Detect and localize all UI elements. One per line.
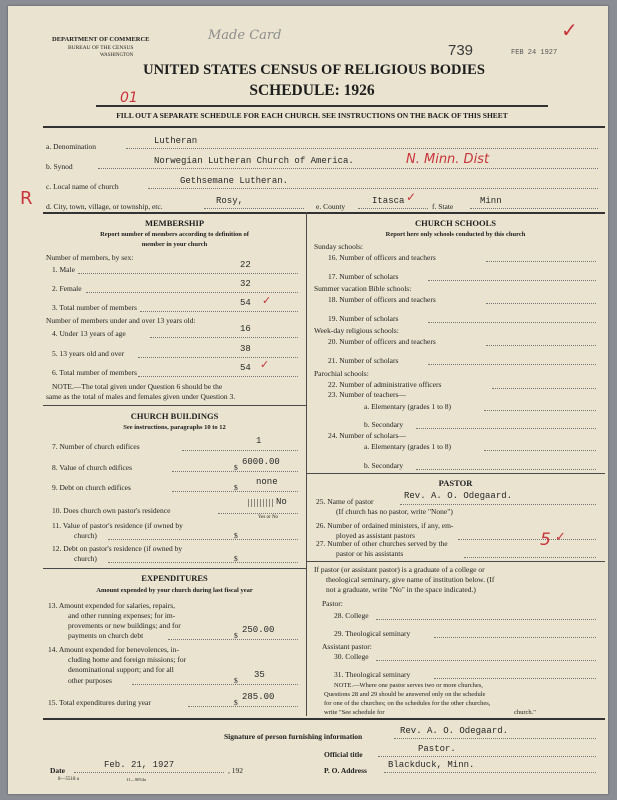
date-value: Feb. 21, 1927 — [104, 760, 175, 770]
po-address-value: Blackduck, Minn. — [388, 760, 475, 770]
weekday-scholars-label: 21. Number of scholars — [328, 356, 399, 365]
total-members-age-value: 54 — [240, 363, 251, 373]
parochial-teachers-label: 23. Number of teachers— — [328, 390, 406, 399]
synod-value: Norwegian Lutheran Church of America. — [154, 156, 354, 166]
other-churches-label-1: 27. Number of other churches served by the — [316, 539, 448, 548]
assistant-education-label: Assistant pastor: — [322, 642, 372, 651]
residence-debt-dollar: $ — [234, 554, 238, 563]
county-check-mark: ✓ — [406, 190, 417, 204]
running-expenses-label-1: 13. Amount expended for salaries, repairs, — [48, 601, 176, 610]
church-name-label: c. Local name of church — [46, 182, 119, 191]
signature-label: Signature of person furnishing information — [224, 732, 363, 741]
members-by-age-label: Number of members under and over 13 years old: — [46, 316, 196, 325]
running-expenses-dollar: $ — [234, 631, 238, 640]
benevolences-label-1: 14. Amount expended for benevolences, in- — [48, 645, 180, 654]
yes-or-no-hint: Yes or No — [258, 515, 279, 520]
buildings-sub: See instructions, paragraphs 10 to 12 — [123, 424, 226, 431]
debt-dollar: $ — [234, 483, 238, 492]
sunday-schools-label: Sunday schools: — [314, 242, 363, 251]
edifices-value-label: 8. Value of church edifices — [52, 463, 133, 472]
pastor-note-1: NOTE.—Where one pastor serves two or more churches, — [334, 682, 483, 689]
county-label: e. County — [316, 202, 346, 211]
edifices-debt-label: 9. Debt on church edifices — [52, 483, 131, 492]
census-schedule-form — [8, 6, 608, 794]
red-check-mark: ✓ — [561, 18, 578, 42]
edifices-count-label: 7. Number of church edifices — [52, 442, 140, 451]
pastor-heading: PASTOR — [438, 478, 473, 488]
city-label: WASHINGTON — [100, 53, 134, 58]
county-value: Itasca — [372, 196, 405, 206]
church-name-value: Gethsemane Lutheran. — [180, 176, 289, 186]
residence-value-label: 11. Value of pastor's residence (if owned by — [52, 521, 183, 530]
city-value: Rosy, — [216, 196, 244, 206]
pastor-name-hint: (If church has no pastor, write "None") — [336, 507, 453, 516]
under-13-value: 16 — [240, 324, 251, 334]
residence-value-label-2: church) — [74, 531, 97, 540]
assistant-ministers-label-1: 26. Number of ordained ministers, if any, em- — [316, 521, 454, 530]
running-expenses-label-2: and other running expenses; for im- — [68, 611, 176, 620]
pastor-name-value: Rev. A. O. Odegaard. — [404, 491, 513, 501]
other-churches-value: 5 — [540, 530, 551, 550]
running-expenses-label-4: payments on church debt — [68, 631, 144, 640]
official-title-label: Official title — [324, 750, 363, 759]
assistant-seminary-label: 31. Theological seminary — [334, 670, 411, 679]
date-year-prefix: , 192 — [228, 766, 243, 775]
scholars-elementary-label: a. Elementary (grades 1 to 8) — [364, 442, 452, 451]
denomination-value: Lutheran — [154, 136, 198, 146]
total-age-check-mark: ✓ — [260, 358, 270, 371]
over-13-value: 38 — [240, 344, 251, 354]
female-value: 32 — [240, 279, 251, 289]
benevolences-value: 35 — [254, 670, 265, 680]
signature-value: Rev. A. O. Odegaard. — [400, 726, 509, 736]
membership-sub-1: Report number of members according to definition of — [100, 231, 249, 238]
other-churches-label-2: pastor or his assistants — [336, 549, 404, 558]
pastor-note-3: for one of the churches; on the schedules for the other churches, — [324, 700, 491, 707]
pastor-seminary-label: 29. Theological seminary — [334, 629, 411, 638]
residence-debt-label-2: church) — [74, 554, 97, 563]
residence-dollar: $ — [234, 531, 238, 540]
form-title: UNITED STATES CENSUS OF RELIGIOUS BODIES — [143, 62, 485, 78]
total-expenditures-label: 15. Total expenditures during year — [48, 698, 151, 707]
total-expenditures-dollar: $ — [234, 698, 238, 707]
members-by-sex-label: Number of members, by sex: — [46, 253, 134, 262]
graduate-instruction-3: not a graduate, write "No" in the space indicated.) — [326, 585, 476, 594]
expenditures-sub: Amount expended by your church during last fiscal year — [96, 587, 253, 594]
expenditures-heading: EXPENDITURES — [141, 573, 208, 583]
print-number: 11—9054a — [126, 777, 146, 782]
total-check-mark: ✓ — [262, 294, 272, 307]
membership-note-1: NOTE.—The total given under Question 6 should be the — [52, 382, 223, 391]
graduate-instruction-1: If pastor (or assistant pastor) is a graduate of a college or — [314, 565, 485, 574]
female-label: 2. Female — [52, 284, 82, 293]
membership-heading: MEMBERSHIP — [144, 218, 205, 228]
teachers-elementary-label: a. Elementary (grades 1 to 8) — [364, 402, 452, 411]
date-label: Date — [50, 766, 65, 775]
state-value: Minn — [480, 196, 502, 206]
made-card-pencil-note: Made Card — [208, 28, 282, 43]
edifices-dollar: $ — [234, 463, 238, 472]
residence-debt-label: 12. Debt on pastor's residence (if owned by — [52, 544, 183, 553]
owns-residence-label: 10. Does church own pastor's residence — [52, 506, 171, 515]
parochial-scholars-label: 24. Number of scholars— — [328, 431, 406, 440]
benevolences-label-4: other purposes — [68, 676, 112, 685]
owns-residence-value: No — [276, 497, 287, 507]
city-label: d. City, town, village, or township, etc. — [46, 202, 163, 211]
edifices-debt-value: none — [256, 477, 278, 487]
total-members-sex-label: 3. Total number of members — [52, 303, 137, 312]
total-expenditures-value: 285.00 — [242, 692, 275, 702]
bureau-label: BUREAU OF THE CENSUS — [68, 45, 134, 51]
date-received-stamp: FEB 24 1927 — [511, 49, 558, 57]
schedule-title: SCHEDULE: 1926 — [249, 82, 375, 99]
over-13-label: 5. 13 years old and over — [52, 349, 125, 358]
assistant-ministers-label-2: ployed as assistant pastors — [336, 531, 415, 540]
running-expenses-label-3: provements or new buildings; and for — [68, 621, 181, 630]
edifices-count-value: 1 — [256, 436, 262, 446]
edifices-value-value: 6000.00 — [242, 457, 280, 467]
pastor-note-4: write "See schedule for — [324, 709, 385, 716]
male-value: 22 — [240, 260, 251, 270]
summer-schools-label: Summer vacation Bible schools: — [314, 284, 412, 293]
total-members-age-label: 6. Total number of members — [52, 368, 137, 377]
parochial-officers-label: 22. Number of administrative officers — [328, 380, 442, 389]
margin-r-annotation: R — [20, 188, 33, 209]
membership-sub-2: member in your church — [141, 241, 208, 248]
sunday-scholars-label: 17. Number of scholars — [328, 272, 399, 281]
assistant-college-label: 30. College — [334, 652, 369, 661]
summer-officers-label: 18. Number of officers and teachers — [328, 295, 436, 304]
schools-sub: Report here only schools conducted by this church — [385, 231, 526, 238]
buildings-heading: CHURCH BUILDINGS — [130, 411, 219, 421]
weekday-officers-label: 20. Number of officers and teachers — [328, 337, 436, 346]
official-title-value: Pastor. — [418, 744, 456, 754]
parochial-schools-label: Parochial schools: — [314, 369, 369, 378]
benevolences-dollar: $ — [234, 676, 238, 685]
teachers-secondary-label: b. Secondary — [364, 420, 404, 429]
pastor-note-4b: church." — [514, 709, 536, 716]
serial-number-stamp: 739 — [448, 42, 474, 59]
membership-note-2: same as the total of males and females given under Question 3. — [46, 392, 236, 401]
schools-heading: CHURCH SCHOOLS — [415, 218, 496, 228]
synod-label: b. Synod — [46, 162, 73, 171]
po-address-label: P. O. Address — [324, 766, 367, 775]
summer-scholars-label: 19. Number of scholars — [328, 314, 399, 323]
weekday-schools-label: Week-day religious schools: — [314, 326, 399, 335]
pastor-education-label: Pastor: — [322, 599, 343, 608]
form-number: 8—5518 a — [58, 777, 79, 782]
other-churches-check-mark: ✓ — [555, 530, 566, 545]
running-expenses-value: 250.00 — [242, 625, 275, 635]
male-label: 1. Male — [52, 265, 75, 274]
sunday-officers-label: 16. Number of officers and teachers — [328, 253, 436, 262]
department-label: DEPARTMENT OF COMMERCE — [52, 36, 150, 43]
pastor-name-label: 25. Name of pastor — [316, 497, 374, 506]
benevolences-label-3: denominational support; and for all — [68, 665, 174, 674]
instruction-line: FILL OUT A SEPARATE SCHEDULE FOR EACH CHURCH. SEE INSTRUCTIONS ON THE BACK OF THIS SHEET — [116, 111, 508, 120]
red-number-annotation: 01 — [120, 90, 138, 106]
total-members-sex-value: 54 — [240, 298, 251, 308]
state-label: f. State — [432, 202, 454, 211]
scholars-secondary-label: b. Secondary — [364, 461, 404, 470]
under-13-label: 4. Under 13 years of age — [52, 329, 126, 338]
benevolences-label-2: cluding home and foreign missions; for — [68, 655, 187, 664]
strikeout-scribble — [248, 499, 274, 507]
pastor-college-label: 28. College — [334, 611, 369, 620]
pastor-note-2: Questions 28 and 29 should be answered only on the schedule — [324, 691, 486, 698]
graduate-instruction-2: theological seminary, give name of institution below. (If — [326, 575, 495, 584]
denomination-label: a. Denomination — [46, 142, 96, 151]
district-annotation: N. Minn. Dist — [406, 152, 490, 167]
